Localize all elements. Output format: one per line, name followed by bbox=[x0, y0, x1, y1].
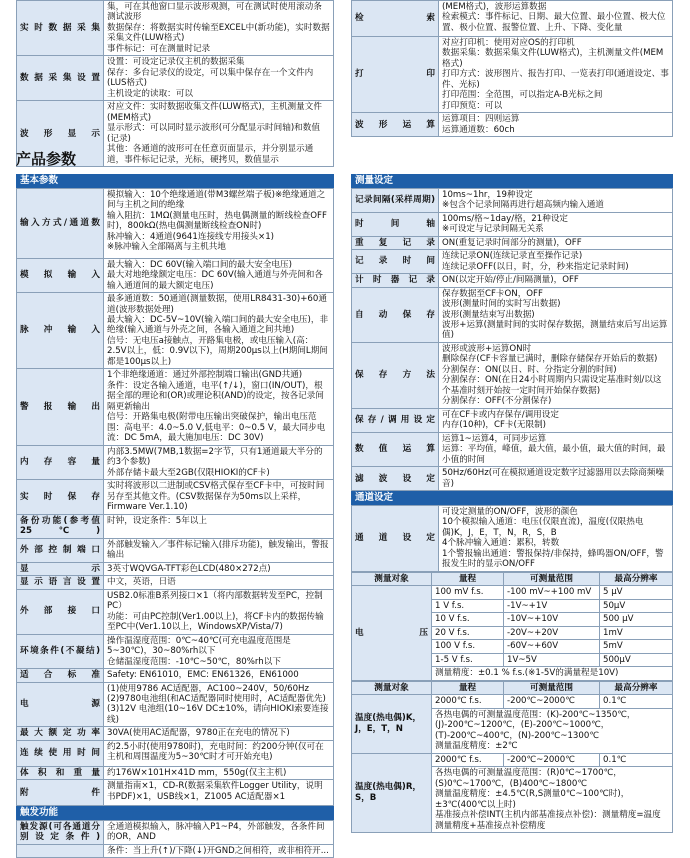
range-header-row bbox=[352, 572, 673, 585]
header-range: 量程 bbox=[432, 572, 504, 585]
row-value: 最多通道数：50通道(测量数据，使用LR8431-30)+60通道(波形数据处理) 最大输入：DC-5V~10V(输入端口间的最大安全电压)，非绝缘(输入通道与外壳之间，各输入通道之间共地) 信号：无电压a接触点，开路集电极，或电压输入(高：2.5V以上，低：0.9V以下)，周期200μs以上(H期间L期间都是100μs以上) bbox=[104, 293, 334, 369]
row-value: 时钟，设定条件：5年以上 bbox=[104, 514, 334, 538]
spec-row bbox=[352, 250, 673, 274]
spec-row bbox=[17, 514, 334, 538]
spec-row bbox=[352, 432, 673, 466]
spec-row bbox=[352, 188, 673, 212]
range-cell: 1 V f.s. bbox=[432, 599, 504, 612]
row-label: 实时数据采集 bbox=[17, 1, 104, 56]
channel-table bbox=[351, 505, 673, 572]
spec-row bbox=[17, 589, 334, 634]
row-value: 3英寸WQVGA-TFT彩色LCD(480×272点) bbox=[104, 562, 334, 575]
section-title-measure: 测量设定 bbox=[351, 174, 673, 188]
row-label: 温度(热电偶)K，J，E，T，N bbox=[352, 695, 432, 753]
measurable-cell: -20V~+20V bbox=[504, 626, 600, 639]
range-note: 各热电偶的可测量温度范围：(R)0℃~1700℃，(S)0℃~1700℃，(B)400℃~1800℃ 测量温度精度：±4.5℃(R,S测量0℃~100℃时)，±3℃(400℃以上时) 基准接点补偿INT(主机内部基准接点补偿)：测量精度=温度测量精度+基准接点补偿精度 bbox=[432, 767, 673, 833]
row-value: (MEM格式)，波形运算数据 检索模式：事件标记、日期、最大位置、最小位置、极大位置、极小位置、报警位置、上升、下降、变化量 bbox=[439, 1, 673, 37]
row-label: 滤波设定 bbox=[352, 467, 439, 491]
row-value: 操作温湿度范围：0℃~40℃(可充电温度范围是5~30℃)，30~80%rh以下 仓储温湿度范围：-10℃~50℃，80%rh以下 bbox=[104, 634, 334, 668]
row-label: 适合标准 bbox=[17, 669, 104, 682]
row-value: USB2.0标准B系列接口×1（将内部数据转发至PC，控制PC） 功能：可由PC控制(Ver1.00以上)，将CF卡内的数据传输至PC中(Ver1.10以上，WindowsXP/Vista/7) bbox=[104, 589, 334, 634]
row-value: 30VA(使用AC适配器，9780正在充电的情况下) bbox=[104, 727, 334, 740]
row-value: 50Hz/60Hz(可在模拟通道设定数字过滤器用以去除商频噪音) bbox=[439, 467, 673, 491]
row-value: 测量指南×1，CD-R(数据采集软件Logger Utility，说明书PDF)×1，USB线×1，Z1005 AC适配器×1 bbox=[104, 780, 334, 806]
range-row bbox=[352, 586, 673, 599]
range-cell: 2000℃ f.s. bbox=[432, 695, 504, 708]
row-label: 记录间隔(采样周期) bbox=[352, 188, 439, 212]
measurable-cell: -10V~+10V bbox=[504, 613, 600, 626]
spec-row bbox=[352, 212, 673, 236]
row-value: 最大输入：DC 60V(输入端口间的最大安全电压) 最大对地绝缘额定电压：DC 60V(输入通道与外壳间和各输入通道间的最大额定电压) bbox=[104, 258, 334, 292]
row-value: (1)使用9786 AC适配器，AC100~240V，50/60Hz (2)9780电池组(和AC适配器同时使用时，AC适配器优先) (3)12V 电池组(10~16V DC±10%，请向HIOKI索要连接线) bbox=[104, 682, 334, 727]
spec-row bbox=[17, 634, 334, 668]
range-row bbox=[352, 695, 673, 708]
spec-row bbox=[17, 480, 334, 514]
row-value: 运算项目：四则运算 运算通道数：60ch bbox=[439, 113, 673, 137]
resolution-cell: 1mV bbox=[600, 626, 673, 639]
spec-row bbox=[17, 369, 334, 445]
row-label: 记录时间 bbox=[352, 250, 439, 274]
row-label: 连续使用时间 bbox=[17, 740, 104, 766]
basic-params-table bbox=[16, 188, 334, 807]
range-cell: 100 mV f.s. bbox=[432, 586, 504, 599]
row-value: 中文，英语，日语 bbox=[104, 576, 334, 589]
spec-row bbox=[352, 113, 673, 137]
row-value: 10ms~1hr，19种设定 ※包含个记录间隔再进行超高频内输入通道 bbox=[439, 188, 673, 212]
row-label: 检索 bbox=[352, 1, 439, 37]
range-cell: 10 V f.s. bbox=[432, 613, 504, 626]
range-cell: 2000℃ f.s. bbox=[432, 753, 504, 766]
row-label: 显示 bbox=[17, 562, 104, 575]
spec-row bbox=[352, 236, 673, 249]
row-label: 波形显示 bbox=[17, 101, 104, 167]
resolution-cell: 0.1℃ bbox=[600, 753, 673, 766]
measurable-cell: -1V~+1V bbox=[504, 599, 600, 612]
spec-row bbox=[17, 820, 334, 844]
voltage-range-table bbox=[351, 572, 673, 681]
row-label: 输入方式/通道数 bbox=[17, 188, 104, 258]
row-label: 警报输出 bbox=[17, 369, 104, 445]
resolution-cell: 5mV bbox=[600, 640, 673, 653]
range-header-row bbox=[352, 681, 673, 694]
spec-row bbox=[17, 188, 334, 258]
row-value: 对应打印机：使用对应OS的打印机 数据采集：数据采集文件(LUW格式)，主机测量文件(MEM格式) 打印方式：波形图片、报告打印、一览表打印(通道设定、事件、光标) 打印范围：全范围，可以指定A-B光标之间 打印预览：可以 bbox=[439, 37, 673, 113]
resolution-cell: 500 μV bbox=[600, 613, 673, 626]
spec-row bbox=[352, 1, 673, 37]
spec-row bbox=[17, 1, 334, 56]
range-cell: 20 V f.s. bbox=[432, 626, 504, 639]
row-label: 温度(热电偶)R，S，B bbox=[352, 753, 432, 832]
spec-row bbox=[17, 576, 334, 589]
row-value: 集，可在其他窗口显示波形观测，可在测试时使用滚动条测试波形 数据保存：将数据实时传输至EXCEL中(新功能)，实时数据采集文件(LUW格式) 事件标记：可在测量时记录 bbox=[104, 1, 334, 56]
spec-row bbox=[352, 505, 673, 571]
row-value: 内部3.5MW(7MB,1数据=2字节，只有1通道最大半分的约3个参数) 外部存储卡最大至2GB(仅限HIOKI的CF卡) bbox=[104, 445, 334, 479]
header-resolution: 最高分辨率 bbox=[600, 572, 673, 585]
row-label: 重复记录 bbox=[352, 236, 439, 249]
header-object: 测量对象 bbox=[352, 681, 432, 694]
row-value: 条件：当上升(↑)/下降(↓)开GND之间相符，或非相符开... bbox=[104, 844, 334, 857]
resolution-cell: 0.1℃ bbox=[600, 695, 673, 708]
spec-row bbox=[352, 274, 673, 287]
row-label: 体积和重量 bbox=[17, 766, 104, 779]
range-cell: 1-5 V f.s. bbox=[432, 653, 504, 666]
row-label: 电源 bbox=[17, 682, 104, 727]
spec-row bbox=[17, 740, 334, 766]
top-right-spec-table bbox=[351, 0, 673, 137]
row-label: 备份功能(参考值25℃) bbox=[17, 514, 104, 538]
trigger-table bbox=[16, 820, 334, 858]
header-measurable: 可测量范围 bbox=[504, 681, 600, 694]
spec-row bbox=[17, 293, 334, 369]
thermo-range-table bbox=[351, 681, 673, 833]
section-title-basic: 基本参数 bbox=[16, 174, 334, 188]
spec-row bbox=[17, 844, 334, 857]
row-value: 连续记录ON(连续记录直至操作记录) 连续记录OFF(以日，时，分，秒来指定记录时间) bbox=[439, 250, 673, 274]
row-label: 电压 bbox=[352, 586, 432, 680]
row-value: Safety: EN61010，EMC: EN61326，EN61000 bbox=[104, 669, 334, 682]
row-label: 数据采集设置 bbox=[17, 56, 104, 101]
top-left-spec-table bbox=[16, 0, 334, 167]
header-range: 量程 bbox=[432, 681, 504, 694]
row-value: 可设定测量的ON/OFF，波形的颜色 10个模拟输入通道：电压(仅限直流)，温度(仅限热电偶)K，J，E，T，N，R，S，B 4个脉冲输入通道：累积，转数 1个警报输出通道：警报保持/非保持，蜂鸣器ON/OFF，警报发生时的显示ON/OFF bbox=[439, 505, 673, 571]
spec-row bbox=[17, 562, 334, 575]
accuracy-note: 测量精度：±0.1 % f.s.(※1-5V的满量程是10V) bbox=[432, 667, 673, 680]
spec-row bbox=[17, 766, 334, 779]
row-label: 保存方法 bbox=[352, 342, 439, 408]
row-label: 环境条件(不凝结) bbox=[17, 634, 104, 668]
row-label: 通道设定 bbox=[352, 505, 439, 571]
page-heading: 产品参数 bbox=[16, 150, 77, 168]
header-resolution: 最高分辨率 bbox=[600, 681, 673, 694]
spec-row bbox=[352, 342, 673, 408]
row-value: 对应文件：实时数据收集文件(LUW格式)，主机测量文件(MEM格式) 显示形式：可以同时显示波形(可分配显示时间轴)和数值(记录) 其他：各通道的波形可在任意页面显示，并分别显示通道，事件标记记录，光标，硬拷贝，数值显示 bbox=[104, 101, 334, 167]
resolution-cell: 50μV bbox=[600, 599, 673, 612]
row-value: ON(以定开始/停止/间隔测量)，OFF bbox=[439, 274, 673, 287]
row-value: 保存数据至CF卡ON，OFF 波形(测量时间的实时写出数据) 波形(测量结束写出数据) 波形+运算(测量时间的实时保存数据，测量结束后写出运算值) bbox=[439, 287, 673, 342]
row-value: 约176W×101H×41D mm，550g(仅主主机) bbox=[104, 766, 334, 779]
row-label: 脉冲输入 bbox=[17, 293, 104, 369]
spec-row bbox=[352, 37, 673, 113]
header-object: 测量对象 bbox=[352, 572, 432, 585]
row-label: 计时器记录 bbox=[352, 274, 439, 287]
spec-row bbox=[17, 727, 334, 740]
range-row bbox=[352, 753, 673, 766]
row-label: 附件 bbox=[17, 780, 104, 806]
measure-settings-column bbox=[351, 174, 673, 833]
range-note: 各热电偶的可测量温度范围：(K)-200℃~1350℃，(J)-200℃~1200℃，(E)-200℃~1000℃，(T)-200℃~400℃，(N)-200℃~1300℃ 测量温度精度：±2℃ bbox=[432, 708, 673, 753]
row-value: 约2.5小时(使用9780时)，充电时间：约200分钟(仅可在主机和周围温度为5~30℃时才可开始充电) bbox=[104, 740, 334, 766]
row-value: 模拟输入：10个绝缘通道(带M3螺丝端子板)※绝缘通道之间与主机之间的绝缘 输入阻抗：1MΩ(测量电压时，热电偶测量的断线检查OFF时)，800kΩ(热电偶测量断线检查ON时) 脉冲输入：4通道(9641连接线专用接头×1) ※脉冲输入全部隔离与主机共地 bbox=[104, 188, 334, 258]
row-value: 1个非绝缘通道：通过外部控制端口输出(GND共通) 条件：设定各输入通道，电平(↑/↓)，窗口(IN/OUT)，根据全部的理论和(OR)或理论积(AND)的设定，按各记录间隔更新输出 信号：开路集电极(附带电压输出突破保护，输出电压范围：高电平：4.0~5.0 V,低电平：0~0.5 V，最大同步电流：DC 5mA，最大施加电压：DC 30V) bbox=[104, 369, 334, 445]
row-label: 模拟输入 bbox=[17, 258, 104, 292]
measure-table bbox=[351, 188, 673, 492]
row-value: 设置：可设定记录仪主机的数据采集 保存：多台记录仪的设定，可以集中保存在一个文件内(LUS格式) 主机设定的读取：可以 bbox=[104, 56, 334, 101]
row-label: 数值运算 bbox=[352, 432, 439, 466]
spec-row bbox=[17, 669, 334, 682]
measurable-cell: 1V~5V bbox=[504, 653, 600, 666]
resolution-cell: 500μV bbox=[600, 653, 673, 666]
spec-row bbox=[17, 258, 334, 292]
row-value: 波形或波形+运算ON时 删除保存(CF卡容量已满时，删除存储保存开始后的数据) 分割保存：ON(以日、时、分指定分割的时间) 分割保存：ON(在日24小时周期内只需设定基准时刻/以这个基准时刻开始按一定时间开始保存数据) 分割保存：OFF(不分割保存) bbox=[439, 342, 673, 408]
row-label: 外部控制端口 bbox=[17, 538, 104, 562]
basic-params-column bbox=[16, 174, 334, 858]
measurable-cell: -200℃~2000℃ bbox=[504, 695, 600, 708]
row-label: 最大额定功率 bbox=[17, 727, 104, 740]
measurable-cell: -200℃~2000℃ bbox=[504, 753, 600, 766]
row-value: 外部触发输入／事件标记输入(排斥功能)，触发输出，警报输出 bbox=[104, 538, 334, 562]
row-value: 运算1~运算4，可同步运算 运算：平均值，峰值，最大值，最小值，最大值的时间，最小值的时间 bbox=[439, 432, 673, 466]
spec-row bbox=[17, 538, 334, 562]
spec-row bbox=[17, 780, 334, 806]
row-label: 波形运算 bbox=[352, 113, 439, 137]
row-value: ON(重复记录时间部分的测量)，OFF bbox=[439, 236, 673, 249]
row-label: 外部接口 bbox=[17, 589, 104, 634]
row-label: 时间轴 bbox=[352, 212, 439, 236]
row-value: 100ms/格~1day/格，21种设定 ※可设定与记录间隔无关系 bbox=[439, 212, 673, 236]
spec-row bbox=[17, 445, 334, 479]
row-label bbox=[17, 844, 104, 857]
row-label: 内存容量 bbox=[17, 445, 104, 479]
row-label: 打印 bbox=[352, 37, 439, 113]
row-value: 全通道模拟输入，脉冲输入P1~P4，外部触发，各条件间的OR，AND bbox=[104, 820, 334, 844]
spec-row bbox=[352, 408, 673, 432]
spec-row bbox=[352, 467, 673, 491]
spec-row bbox=[17, 682, 334, 727]
range-cell: 100 V f.s. bbox=[432, 640, 504, 653]
spec-row bbox=[352, 287, 673, 342]
row-value: 可在CF卡或内存保存/调用设定 内存(10种)，CF卡(无限制) bbox=[439, 408, 673, 432]
section-title-trigger: 触发功能 bbox=[16, 806, 334, 820]
measurable-cell: -100 mV~+100 mV bbox=[504, 586, 600, 599]
resolution-cell: 5 μV bbox=[600, 586, 673, 599]
measurable-cell: -60V~+60V bbox=[504, 640, 600, 653]
row-label: 实时保存 bbox=[17, 480, 104, 514]
row-label: 触发源(可各通道分别设定条件) bbox=[17, 820, 104, 844]
header-measurable: 可测量范围 bbox=[504, 572, 600, 585]
row-value: 实时将波形以二进制或CSV格式保存至CF卡中，可按时间另存至其他文件。(CSV数据保存为50ms以上采样，Firmware Ver.1.10) bbox=[104, 480, 334, 514]
row-label: 保存/调用设定 bbox=[352, 408, 439, 432]
spec-row bbox=[17, 56, 334, 101]
row-label: 自动保存 bbox=[352, 287, 439, 342]
section-title-channel: 通道设定 bbox=[351, 491, 673, 505]
row-label: 显示语言设置 bbox=[17, 576, 104, 589]
